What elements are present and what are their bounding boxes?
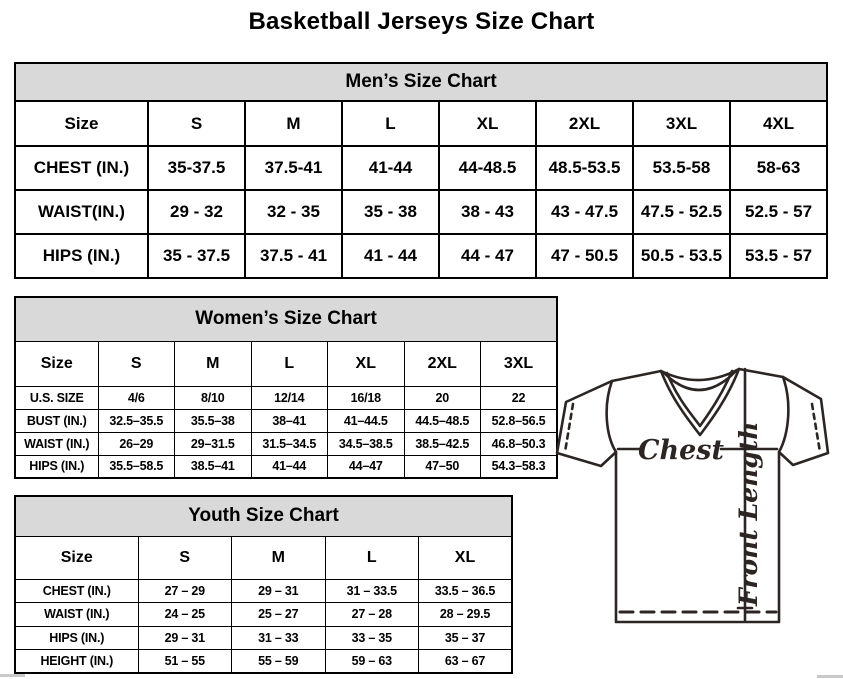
horizontal-scrollbar-fragment-left[interactable]	[0, 674, 25, 677]
womens-hips-row	[15, 455, 557, 478]
table-cell: 37.5 - 41	[245, 234, 342, 278]
row-label: CHEST (IN.)	[15, 579, 138, 603]
table-cell: 31 – 33.5	[325, 579, 419, 603]
womens-size-col-3xl: 3XL	[481, 341, 558, 386]
horizontal-scrollbar-fragment-right[interactable]	[817, 675, 843, 678]
table-cell: 35 – 37	[419, 626, 513, 650]
mens-size-chart-table	[14, 62, 828, 279]
womens-size-header-row	[15, 341, 557, 386]
table-cell: 35-37.5	[148, 146, 245, 190]
mens-size-header-row	[15, 101, 827, 146]
table-cell: 12/14	[251, 386, 328, 409]
table-cell: 26–29	[98, 432, 175, 455]
mens-size-col-xl: XL	[439, 101, 536, 146]
womens-size-col-s: S	[98, 341, 175, 386]
table-cell: 24 – 25	[138, 603, 232, 627]
youth-waist-row	[15, 603, 512, 627]
womens-table-header: Women’s Size Chart	[15, 297, 557, 341]
mens-size-corner-label: Size	[15, 101, 148, 146]
womens-waist-row	[15, 432, 557, 455]
table-cell: 29 - 32	[148, 190, 245, 234]
table-cell: 38.5–42.5	[404, 432, 481, 455]
row-label: HIPS (IN.)	[15, 626, 138, 650]
table-cell: 50.5 - 53.5	[633, 234, 730, 278]
mens-size-col-m: M	[245, 101, 342, 146]
table-cell: 52.8–56.5	[481, 409, 558, 432]
table-cell: 38.5–41	[175, 455, 252, 478]
row-label: HIPS (IN.)	[15, 234, 148, 278]
table-cell: 32 - 35	[245, 190, 342, 234]
row-label: WAIST (IN.)	[15, 432, 98, 455]
table-cell: 35 - 38	[342, 190, 439, 234]
table-cell: 44 - 47	[439, 234, 536, 278]
row-label: WAIST (IN.)	[15, 603, 138, 627]
table-cell: 29 – 31	[232, 579, 326, 603]
table-cell: 41–44	[251, 455, 328, 478]
table-cell: 34.5–38.5	[328, 432, 405, 455]
womens-size-chart-table	[14, 296, 558, 479]
youth-hips-row	[15, 626, 512, 650]
table-cell: 58-63	[730, 146, 827, 190]
table-cell: 29 – 31	[138, 626, 232, 650]
youth-size-col-xl: XL	[419, 536, 513, 579]
table-cell: 53.5-58	[633, 146, 730, 190]
table-cell: 35.5–58.5	[98, 455, 175, 478]
table-cell: 63 – 67	[419, 650, 513, 674]
table-cell: 37.5-41	[245, 146, 342, 190]
mens-waist-row	[15, 190, 827, 234]
table-cell: 4/6	[98, 386, 175, 409]
table-cell: 47.5 - 52.5	[633, 190, 730, 234]
table-cell: 41-44	[342, 146, 439, 190]
mens-size-col-s: S	[148, 101, 245, 146]
table-cell: 20	[404, 386, 481, 409]
table-cell: 55 – 59	[232, 650, 326, 674]
youth-size-col-s: S	[138, 536, 232, 579]
youth-size-corner-label: Size	[15, 536, 138, 579]
table-cell: 8/10	[175, 386, 252, 409]
mens-size-col-l: L	[342, 101, 439, 146]
youth-table-header: Youth Size Chart	[15, 496, 512, 536]
table-cell: 52.5 - 57	[730, 190, 827, 234]
table-cell: 48.5-53.5	[536, 146, 633, 190]
table-cell: 32.5–35.5	[98, 409, 175, 432]
table-cell: 47 - 50.5	[536, 234, 633, 278]
table-cell: 54.3–58.3	[481, 455, 558, 478]
table-cell: 38 - 43	[439, 190, 536, 234]
youth-height-row	[15, 650, 512, 674]
table-cell: 27 – 29	[138, 579, 232, 603]
youth-size-col-m: M	[232, 536, 326, 579]
womens-bust-row	[15, 409, 557, 432]
table-cell: 47–50	[404, 455, 481, 478]
front-length-label: Front Length	[734, 421, 763, 606]
table-cell: 31.5–34.5	[251, 432, 328, 455]
row-label: WAIST(IN.)	[15, 190, 148, 234]
mens-table-header: Men’s Size Chart	[15, 63, 827, 101]
table-cell: 46.8–50.3	[481, 432, 558, 455]
chest-label: Chest	[638, 435, 724, 466]
mens-size-col-3xl: 3XL	[633, 101, 730, 146]
table-cell: 27 – 28	[325, 603, 419, 627]
table-cell: 44-48.5	[439, 146, 536, 190]
row-label: HEIGHT (IN.)	[15, 650, 138, 674]
table-cell: 44–47	[328, 455, 405, 478]
mens-size-col-2xl: 2XL	[536, 101, 633, 146]
youth-size-col-l: L	[325, 536, 419, 579]
mens-chest-row	[15, 146, 827, 190]
table-cell: 25 – 27	[232, 603, 326, 627]
womens-us-size-row	[15, 386, 557, 409]
table-cell: 41 - 44	[342, 234, 439, 278]
page-title: Basketball Jerseys Size Chart	[248, 8, 595, 35]
mens-hips-row	[15, 234, 827, 278]
table-cell: 59 – 63	[325, 650, 419, 674]
table-cell: 44.5–48.5	[404, 409, 481, 432]
womens-size-corner-label: Size	[15, 341, 98, 386]
row-label: HIPS (IN.)	[15, 455, 98, 478]
womens-size-col-xl: XL	[328, 341, 405, 386]
table-cell: 43 - 47.5	[536, 190, 633, 234]
table-cell: 31 – 33	[232, 626, 326, 650]
table-cell: 51 – 55	[138, 650, 232, 674]
table-cell: 16/18	[328, 386, 405, 409]
table-cell: 35.5–38	[175, 409, 252, 432]
table-cell: 33 – 35	[325, 626, 419, 650]
table-cell: 22	[481, 386, 558, 409]
row-label: BUST (IN.)	[15, 409, 98, 432]
youth-size-header-row	[15, 536, 512, 579]
jersey-measurement-diagram	[550, 356, 843, 630]
table-cell: 28 – 29.5	[419, 603, 513, 627]
table-cell: 53.5 - 57	[730, 234, 827, 278]
table-cell: 41–44.5	[328, 409, 405, 432]
womens-size-col-l: L	[251, 341, 328, 386]
row-label: CHEST (IN.)	[15, 146, 148, 190]
row-label: U.S. SIZE	[15, 386, 98, 409]
table-cell: 29–31.5	[175, 432, 252, 455]
womens-size-col-2xl: 2XL	[404, 341, 481, 386]
youth-size-chart-table	[14, 495, 513, 674]
table-cell: 38–41	[251, 409, 328, 432]
youth-chest-row	[15, 579, 512, 603]
table-cell: 33.5 – 36.5	[419, 579, 513, 603]
table-cell: 35 - 37.5	[148, 234, 245, 278]
mens-size-col-4xl: 4XL	[730, 101, 827, 146]
womens-size-col-m: M	[175, 341, 252, 386]
